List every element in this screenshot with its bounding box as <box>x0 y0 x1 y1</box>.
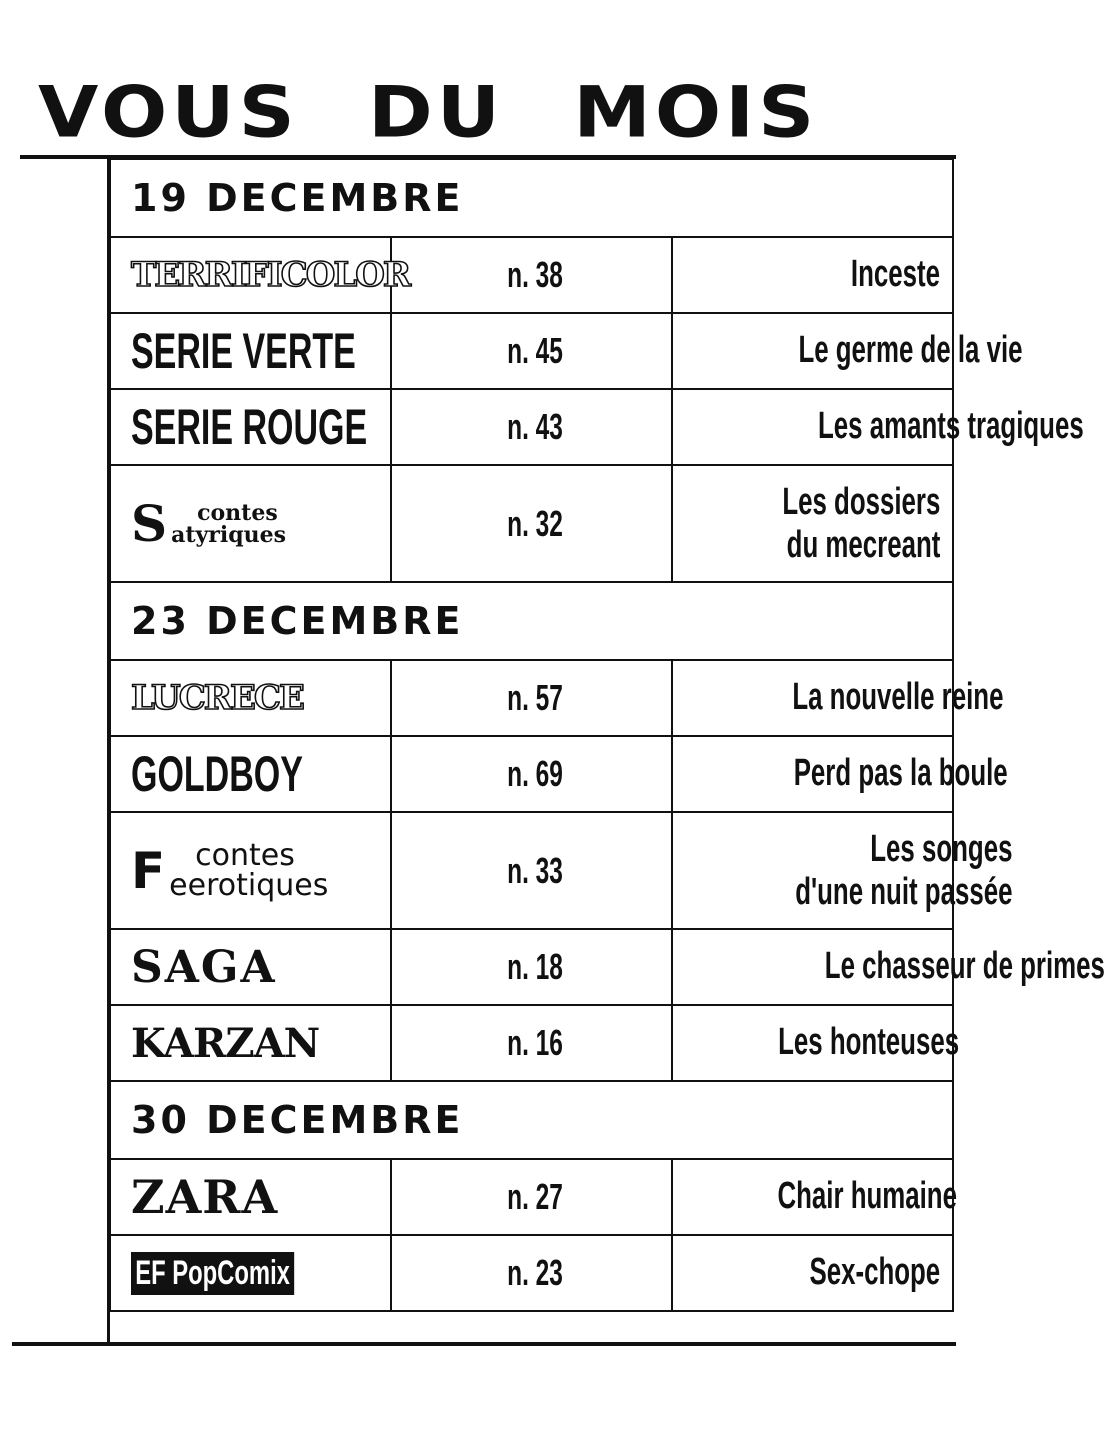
zara-logo: ZARA <box>131 1170 279 1224</box>
logo-line-1: contes <box>197 499 278 526</box>
issue-number-cell <box>391 313 672 389</box>
story-title-cell <box>672 812 1013 929</box>
issue-number: n. 38 <box>507 254 564 296</box>
issue-number: n. 18 <box>507 946 564 988</box>
story-title-cell <box>672 1005 960 1081</box>
logo-line-2: atyriques <box>171 521 287 548</box>
series-title-cell <box>110 313 391 389</box>
story-title-cell <box>672 1235 953 1311</box>
logo-initial: F <box>131 841 166 900</box>
story-title <box>782 481 940 566</box>
series-title-cell <box>110 237 410 313</box>
story-title: Les amants tragiques <box>818 405 1084 448</box>
story-title: Inceste <box>850 253 940 296</box>
issue-number-cell <box>391 465 672 582</box>
series-title-cell <box>110 736 391 812</box>
issue-number: n. 43 <box>507 406 564 448</box>
table-row <box>110 812 953 929</box>
table-row <box>110 389 953 465</box>
story-title: Chair humaine <box>777 1175 957 1218</box>
series-title-cell <box>110 1159 391 1235</box>
table-row <box>110 1235 953 1311</box>
contes-feerotiques-logo <box>131 837 329 903</box>
table-row <box>110 660 953 736</box>
issue-number-cell <box>391 812 672 929</box>
series-title: SERIE VERTE <box>131 322 356 379</box>
story-title: Sex-chope <box>809 1251 940 1294</box>
story-title: Perd pas la boule <box>793 752 1008 795</box>
logo-initial: S <box>131 493 168 553</box>
logo-words <box>169 837 329 903</box>
section-header-19-decembre <box>110 159 953 237</box>
section-date: 19 DECEMBRE <box>110 159 953 237</box>
section-header-23-decembre <box>110 582 953 660</box>
bottom-rule <box>12 1342 956 1346</box>
series-title: GOLDBOY <box>131 745 303 802</box>
logo-words <box>171 499 287 548</box>
saga-logo: SAGA <box>131 941 277 993</box>
series-title-cell <box>110 389 391 465</box>
section-header-30-decembre <box>110 1081 953 1159</box>
logo-line-2: eerotiques <box>169 867 329 903</box>
story-title-cell <box>672 465 953 582</box>
issue-number-cell <box>391 1005 672 1081</box>
story-title-cell <box>672 313 1023 389</box>
issue-number: n. 23 <box>507 1252 564 1294</box>
issue-number-cell <box>391 929 672 1005</box>
story-title-cell <box>672 389 1084 465</box>
story-line-2: d'une nuit passée <box>795 870 1013 913</box>
table-row <box>110 1159 953 1235</box>
story-title: Les honteuses <box>778 1021 960 1064</box>
story-title: Le germe de la vie <box>798 329 1023 372</box>
karzan-logo: KARZAN <box>131 1019 320 1067</box>
issue-number-cell <box>391 237 672 313</box>
series-title: SERIE ROUGE <box>131 398 368 455</box>
issue-number: n. 32 <box>507 502 564 544</box>
story-title-cell <box>672 929 1105 1005</box>
story-title-cell <box>672 736 1008 812</box>
series-title-cell <box>110 1235 391 1311</box>
story-title <box>795 828 1012 913</box>
table-row <box>110 929 953 1005</box>
issue-number: n. 69 <box>507 753 564 795</box>
release-table <box>109 158 1105 1312</box>
section-date: 30 DECEMBRE <box>110 1081 953 1159</box>
series-title-cell <box>110 812 391 929</box>
issue-number-cell <box>391 389 672 465</box>
table-row <box>110 1005 953 1081</box>
story-title: La nouvelle reine <box>792 676 1004 719</box>
story-line-2: du mecreant <box>786 523 940 566</box>
story-title-cell <box>672 237 953 313</box>
issue-number: n. 45 <box>507 330 564 372</box>
issue-number-cell <box>391 736 672 812</box>
table-row <box>110 313 953 389</box>
series-title-cell <box>110 465 391 582</box>
issue-number: n. 27 <box>507 1176 564 1218</box>
issue-number: n. 16 <box>507 1022 564 1064</box>
story-title: Le chasseur de primes <box>824 945 1105 988</box>
issue-number-cell <box>391 1235 672 1311</box>
story-title-cell <box>672 1159 957 1235</box>
table-row <box>110 736 953 812</box>
contes-satyriques-logo <box>131 493 287 553</box>
page-title: VOUS DU MOIS <box>38 72 819 154</box>
story-line-1: Les dossiers <box>782 480 940 523</box>
section-date: 23 DECEMBRE <box>110 582 953 660</box>
table-row <box>110 465 953 582</box>
series-title-cell <box>110 1005 391 1081</box>
issue-number-cell <box>391 1159 672 1235</box>
ef-popcomix-logo: EF PopComix <box>131 1252 294 1295</box>
series-title-cell <box>110 929 391 1005</box>
terrificolor-logo: TERRIFICOLOR <box>131 255 410 295</box>
issue-number: n. 33 <box>507 849 564 891</box>
story-line-1: Les songes <box>870 827 1013 870</box>
issue-number-cell <box>391 660 672 736</box>
story-title-cell <box>672 660 1004 736</box>
logo-line-1: contes <box>195 837 295 873</box>
lucrece-logo: LUCRECE <box>131 678 303 718</box>
issue-number: n. 57 <box>507 677 564 719</box>
series-title-cell <box>110 660 391 736</box>
table-row <box>110 237 953 313</box>
